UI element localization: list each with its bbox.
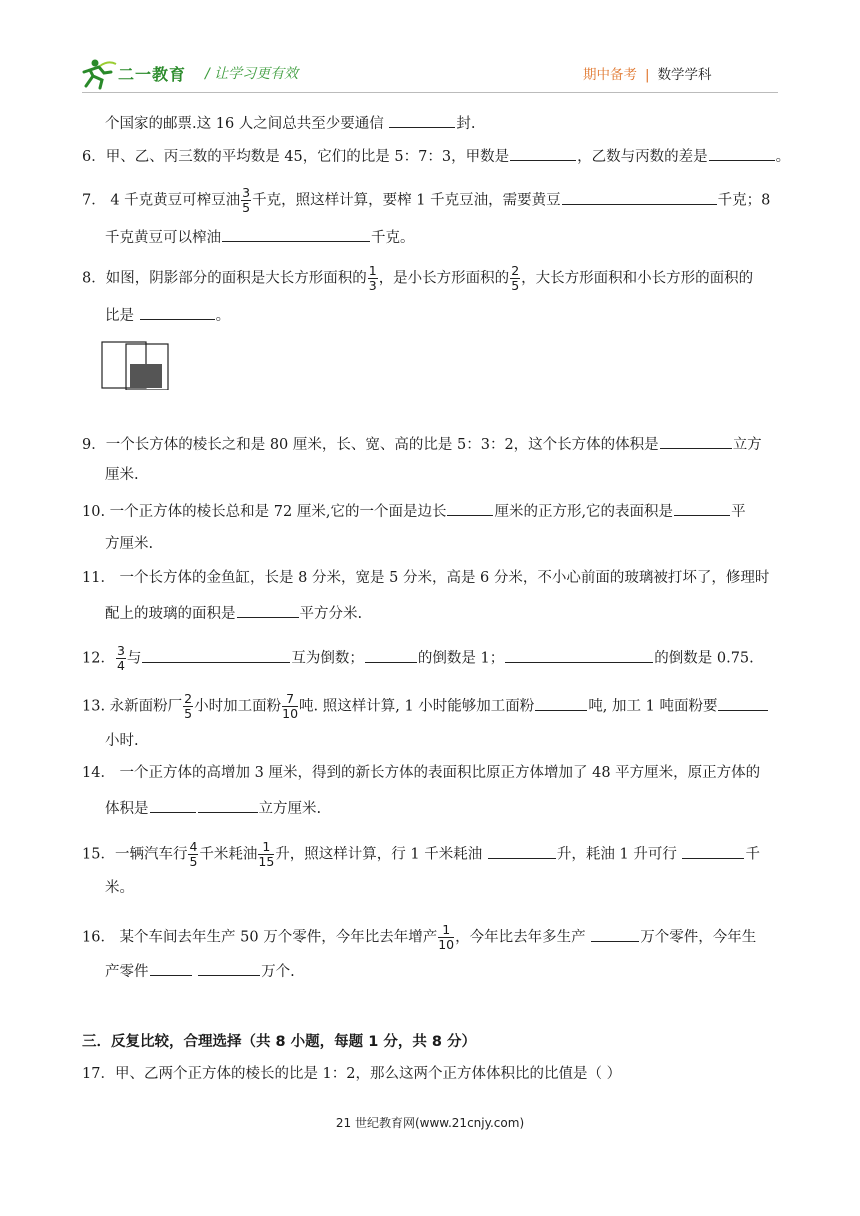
section-3-heading: 三．反复比较，合理选择（共 8 小题，每题 1 分，共 8 分） — [82, 1034, 477, 1050]
question-9: 9．一个长方体的棱长之和是 80 厘米，长、宽、高的比是 5：3：2，这个长方体的体积是 立方 — [82, 433, 762, 455]
question-13-continued: 小时. — [105, 733, 139, 749]
question-15-continued: 米。 — [105, 880, 134, 896]
question-16: 16． 某个车间去年生产 50 万个零件，今年比去年增产 $\frac{1}{10}$ ，今年比去年多生产 万个零件，今年生 — [82, 922, 757, 952]
answer-blank[interactable] — [198, 960, 260, 976]
page-footer: 21 世纪教育网(www.21cnjy.com) — [335, 1116, 525, 1130]
fraction: $\frac{1}{15}$ — [258, 839, 275, 869]
answer-blank[interactable] — [140, 304, 215, 320]
subject-tag: 数学学科 — [657, 67, 712, 83]
header-tags — [583, 63, 712, 83]
answer-blank[interactable] — [660, 433, 732, 449]
slogan: / 让学习更有效 — [205, 66, 299, 82]
answer-blank[interactable] — [562, 189, 717, 205]
question-11-continued: 配上的玻璃的面积是 平方分米. — [105, 602, 362, 624]
question-8: 8．如图，阴影部分的面积是大长方形面积的 $\frac{1}{3}$ ，是小长方形面积的 $\frac{2}{5}$ ，大长方形面积和小长方形的面积的 — [82, 263, 754, 293]
answer-blank[interactable] — [674, 500, 730, 516]
question-13: 13. 永新面粉厂 $\frac{2}{5}$ 小时加工面粉 $\frac{7}{10}$ 吨. 照这样计算, 1 小时能够加工面粉 吨, 加工 1 吨面粉要 — [82, 692, 769, 721]
fraction: $\frac{2}{5}$ — [511, 263, 520, 293]
question-5-continued: 个国家的邮票.这 16 人之间总共至少要通信 封. — [105, 112, 476, 134]
question-7: 7． 4 千克黄豆可榨豆油 $\frac{3}{5}$ 千克，照这样计算，要榨 1 千克豆油，需要黄豆 千克；8 — [82, 185, 771, 215]
page-header — [0, 0, 860, 100]
answer-blank[interactable] — [510, 145, 576, 161]
fraction: $\frac{4}{5}$ — [189, 839, 198, 869]
fraction: $\frac{2}{5}$ — [184, 691, 193, 721]
question-6: 6．甲、乙、丙三数的平均数是 45，它们的比是 5：7：3，甲数是 ，乙数与丙数的差是 。 — [82, 145, 790, 167]
question-7-continued: 千克黄豆可以榨油 千克。 — [105, 226, 415, 248]
question-14: 14． 一个正方体的高增加 3 厘米，得到的新长方体的表面积比原正方体增加了 48 平方厘米，原正方体的 — [82, 765, 761, 781]
question-15: 15．一辆汽车行 $\frac{4}{5}$ 千米耗油 $\frac{1}{15}$ 升，照这样计算，行 1 千米耗油 升，耗油 1 升可行 千 — [82, 839, 760, 869]
answer-blank[interactable] — [389, 112, 455, 128]
question-10: 10. 一个正方体的棱长总和是 72 厘米,它的一个面是边长 厘米的正方形,它的表面积是 平 — [82, 500, 746, 522]
header-separator: | — [645, 67, 650, 83]
fraction: $\frac{3}{4}$ — [116, 643, 125, 673]
answer-blank[interactable] — [682, 843, 744, 859]
question-8-continued: 比是 。 — [105, 304, 230, 326]
logo-text: 二一教育 — [118, 65, 187, 84]
header-divider — [82, 92, 778, 93]
answer-blank[interactable] — [222, 226, 370, 242]
fraction: $\frac{1}{10}$ — [438, 922, 455, 952]
answer-blank[interactable] — [142, 647, 290, 663]
answer-blank[interactable] — [709, 145, 775, 161]
overlapping-rectangles-figure — [100, 340, 172, 390]
question-16-continued: 产零件 万个. — [105, 960, 295, 982]
fraction: $\frac{3}{5}$ — [242, 185, 251, 215]
question-12: 12． $\frac{3}{4}$ 与 互为倒数； 的倒数是 1； 的倒数是 0.75. — [82, 643, 754, 673]
answer-blank[interactable] — [718, 695, 768, 711]
exam-tag: 期中备考 — [583, 67, 637, 83]
answer-blank[interactable] — [488, 843, 556, 859]
answer-blank[interactable] — [237, 602, 299, 618]
answer-blank[interactable] — [365, 647, 417, 663]
answer-blank[interactable] — [535, 695, 587, 711]
answer-blank[interactable] — [447, 500, 493, 516]
answer-blank[interactable] — [198, 797, 258, 813]
question-11: 11． 一个长方体的金鱼缸，长是 8 分米，宽是 5 分米，高是 6 分米，不小心前面的玻璃被打坏了，修理时 — [82, 570, 770, 586]
question-14-continued: 体积是 立方厘米. — [105, 797, 321, 819]
question-9-continued: 厘米. — [105, 467, 139, 483]
question-10-continued: 方厘米. — [105, 536, 154, 552]
question-17: 17．甲、乙两个正方体的棱长的比是 1：2，那么这两个正方体体积比的比值是（ ） — [82, 1066, 622, 1082]
answer-blank[interactable] — [150, 960, 192, 976]
answer-blank[interactable] — [505, 647, 653, 663]
answer-blank[interactable] — [591, 926, 639, 942]
fraction: $\frac{7}{10}$ — [282, 691, 299, 721]
answer-blank[interactable] — [150, 797, 196, 813]
fraction: $\frac{1}{3}$ — [368, 263, 377, 293]
